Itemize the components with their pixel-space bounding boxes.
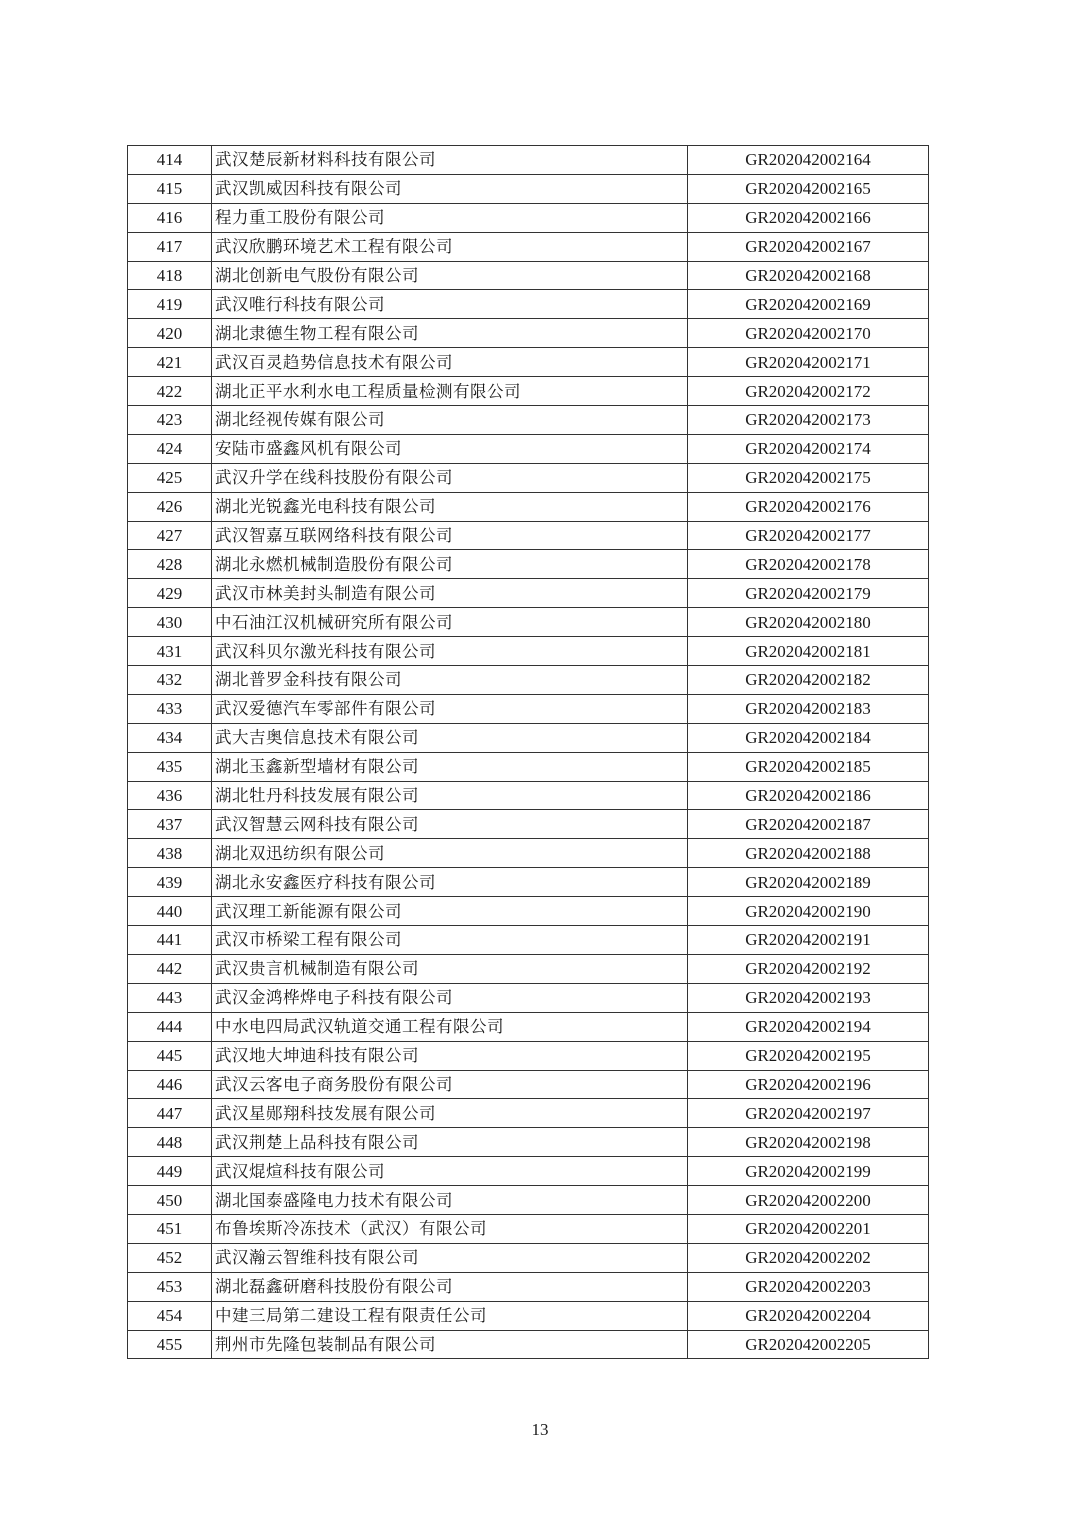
certificate-code-cell: GR202042002177 [688, 521, 929, 550]
certificate-code-cell: GR202042002204 [688, 1301, 929, 1330]
company-name-cell: 荆州市先隆包装制品有限公司 [212, 1330, 688, 1359]
company-name-cell: 安陆市盛鑫风机有限公司 [212, 434, 688, 463]
certificate-code-cell: GR202042002174 [688, 434, 929, 463]
table-row [128, 1099, 929, 1128]
row-number-cell: 451 [128, 1214, 212, 1243]
table-row [128, 1041, 929, 1070]
certificate-code-cell: GR202042002178 [688, 550, 929, 579]
row-number-cell: 452 [128, 1243, 212, 1272]
row-number-cell: 447 [128, 1099, 212, 1128]
table-row [128, 1301, 929, 1330]
company-name-cell: 武汉荆楚上品科技有限公司 [212, 1128, 688, 1157]
row-number-cell: 429 [128, 579, 212, 608]
company-name-cell: 武汉理工新能源有限公司 [212, 897, 688, 926]
table-row [128, 579, 929, 608]
company-name-cell: 湖北光锐鑫光电科技有限公司 [212, 492, 688, 521]
company-name-cell: 武汉智嘉互联网络科技有限公司 [212, 521, 688, 550]
company-name-cell: 湖北创新电气股份有限公司 [212, 261, 688, 290]
company-name-cell: 武汉瀚云智维科技有限公司 [212, 1243, 688, 1272]
table-row [128, 954, 929, 983]
row-number-cell: 430 [128, 608, 212, 637]
certificate-code-cell: GR202042002175 [688, 463, 929, 492]
certificate-code-cell: GR202042002183 [688, 694, 929, 723]
company-name-cell: 武大吉奥信息技术有限公司 [212, 723, 688, 752]
certificate-code-cell: GR202042002198 [688, 1128, 929, 1157]
row-number-cell: 443 [128, 983, 212, 1012]
row-number-cell: 426 [128, 492, 212, 521]
company-name-cell: 武汉云客电子商务股份有限公司 [212, 1070, 688, 1099]
table-row [128, 839, 929, 868]
company-name-cell: 程力重工股份有限公司 [212, 203, 688, 232]
row-number-cell: 415 [128, 174, 212, 203]
row-number-cell: 435 [128, 752, 212, 781]
certificate-code-cell: GR202042002169 [688, 290, 929, 319]
company-name-cell: 布鲁埃斯冷冻技术（武汉）有限公司 [212, 1214, 688, 1243]
company-name-cell: 武汉智慧云网科技有限公司 [212, 810, 688, 839]
certificate-code-cell: GR202042002179 [688, 579, 929, 608]
company-name-cell: 中水电四局武汉轨道交通工程有限公司 [212, 1012, 688, 1041]
certificate-code-cell: GR202042002196 [688, 1070, 929, 1099]
row-number-cell: 453 [128, 1272, 212, 1301]
table-row [128, 897, 929, 926]
row-number-cell: 434 [128, 723, 212, 752]
certificate-code-cell: GR202042002165 [688, 174, 929, 203]
certificate-code-cell: GR202042002185 [688, 752, 929, 781]
table-row [128, 926, 929, 955]
certificate-code-cell: GR202042002202 [688, 1243, 929, 1272]
table-row [128, 492, 929, 521]
certificate-code-cell: GR202042002194 [688, 1012, 929, 1041]
certificate-code-cell: GR202042002192 [688, 954, 929, 983]
company-name-cell: 武汉凯威因科技有限公司 [212, 174, 688, 203]
table-row [128, 261, 929, 290]
row-number-cell: 439 [128, 868, 212, 897]
certificate-code-cell: GR202042002187 [688, 810, 929, 839]
certificate-code-cell: GR202042002173 [688, 406, 929, 435]
row-number-cell: 454 [128, 1301, 212, 1330]
row-number-cell: 424 [128, 434, 212, 463]
company-name-cell: 武汉欣鹏环境艺术工程有限公司 [212, 232, 688, 261]
row-number-cell: 423 [128, 406, 212, 435]
table-row [128, 174, 929, 203]
company-name-cell: 武汉爱德汽车零部件有限公司 [212, 694, 688, 723]
certificate-code-cell: GR202042002172 [688, 377, 929, 406]
row-number-cell: 437 [128, 810, 212, 839]
company-name-cell: 武汉唯行科技有限公司 [212, 290, 688, 319]
row-number-cell: 448 [128, 1128, 212, 1157]
company-name-cell: 武汉焜煊科技有限公司 [212, 1157, 688, 1186]
table-row [128, 1330, 929, 1359]
table-row [128, 694, 929, 723]
row-number-cell: 442 [128, 954, 212, 983]
table-row [128, 232, 929, 261]
table-row [128, 406, 929, 435]
row-number-cell: 416 [128, 203, 212, 232]
table-row [128, 1214, 929, 1243]
certificate-code-cell: GR202042002186 [688, 781, 929, 810]
table-row [128, 1157, 929, 1186]
table-row [128, 781, 929, 810]
table-row [128, 608, 929, 637]
company-name-cell: 湖北正平水利水电工程质量检测有限公司 [212, 377, 688, 406]
company-list-table [127, 145, 929, 1359]
table-row [128, 666, 929, 695]
row-number-cell: 446 [128, 1070, 212, 1099]
row-number-cell: 431 [128, 637, 212, 666]
company-name-cell: 中石油江汉机械研究所有限公司 [212, 608, 688, 637]
certificate-code-cell: GR202042002197 [688, 1099, 929, 1128]
company-name-cell: 武汉市桥梁工程有限公司 [212, 926, 688, 955]
row-number-cell: 433 [128, 694, 212, 723]
company-name-cell: 中建三局第二建设工程有限责任公司 [212, 1301, 688, 1330]
certificate-code-cell: GR202042002167 [688, 232, 929, 261]
certificate-code-cell: GR202042002181 [688, 637, 929, 666]
row-number-cell: 421 [128, 348, 212, 377]
certificate-code-cell: GR202042002193 [688, 983, 929, 1012]
certificate-code-cell: GR202042002171 [688, 348, 929, 377]
company-name-cell: 武汉市林美封头制造有限公司 [212, 579, 688, 608]
table-row [128, 810, 929, 839]
row-number-cell: 440 [128, 897, 212, 926]
company-name-cell: 武汉百灵趋势信息技术有限公司 [212, 348, 688, 377]
table-row [128, 203, 929, 232]
table-row [128, 521, 929, 550]
certificate-code-cell: GR202042002195 [688, 1041, 929, 1070]
certificate-code-cell: GR202042002188 [688, 839, 929, 868]
company-name-cell: 湖北永燃机械制造股份有限公司 [212, 550, 688, 579]
company-name-cell: 武汉地大坤迪科技有限公司 [212, 1041, 688, 1070]
certificate-code-cell: GR202042002205 [688, 1330, 929, 1359]
table-row [128, 1012, 929, 1041]
row-number-cell: 438 [128, 839, 212, 868]
row-number-cell: 418 [128, 261, 212, 290]
table-row [128, 723, 929, 752]
certificate-code-cell: GR202042002176 [688, 492, 929, 521]
certificate-code-cell: GR202042002184 [688, 723, 929, 752]
certificate-code-cell: GR202042002203 [688, 1272, 929, 1301]
certificate-code-cell: GR202042002170 [688, 319, 929, 348]
row-number-cell: 414 [128, 146, 212, 175]
company-name-cell: 武汉楚辰新材料科技有限公司 [212, 146, 688, 175]
row-number-cell: 417 [128, 232, 212, 261]
company-name-cell: 湖北普罗金科技有限公司 [212, 666, 688, 695]
certificate-code-cell: GR202042002191 [688, 926, 929, 955]
company-name-cell: 湖北隶德生物工程有限公司 [212, 319, 688, 348]
row-number-cell: 432 [128, 666, 212, 695]
row-number-cell: 422 [128, 377, 212, 406]
certificate-code-cell: GR202042002182 [688, 666, 929, 695]
table-row [128, 348, 929, 377]
table-row [128, 983, 929, 1012]
row-number-cell: 420 [128, 319, 212, 348]
table-row [128, 1243, 929, 1272]
company-name-cell: 湖北双迅纺织有限公司 [212, 839, 688, 868]
table-row [128, 463, 929, 492]
row-number-cell: 455 [128, 1330, 212, 1359]
certificate-code-cell: GR202042002180 [688, 608, 929, 637]
table-row [128, 146, 929, 175]
table-row [128, 377, 929, 406]
company-name-cell: 武汉科贝尔激光科技有限公司 [212, 637, 688, 666]
certificate-code-cell: GR202042002199 [688, 1157, 929, 1186]
company-name-cell: 湖北国泰盛隆电力技术有限公司 [212, 1186, 688, 1215]
row-number-cell: 428 [128, 550, 212, 579]
table-row [128, 319, 929, 348]
row-number-cell: 445 [128, 1041, 212, 1070]
table-row [128, 434, 929, 463]
table-row [128, 550, 929, 579]
row-number-cell: 450 [128, 1186, 212, 1215]
certificate-code-cell: GR202042002164 [688, 146, 929, 175]
company-name-cell: 湖北经视传媒有限公司 [212, 406, 688, 435]
company-name-cell: 湖北牡丹科技发展有限公司 [212, 781, 688, 810]
row-number-cell: 419 [128, 290, 212, 319]
company-name-cell: 武汉金鸿桦烨电子科技有限公司 [212, 983, 688, 1012]
table-row [128, 637, 929, 666]
row-number-cell: 441 [128, 926, 212, 955]
table-row [128, 1186, 929, 1215]
table-row [128, 752, 929, 781]
page-number: 13 [531, 1420, 549, 1439]
row-number-cell: 436 [128, 781, 212, 810]
company-name-cell: 湖北磊鑫研磨科技股份有限公司 [212, 1272, 688, 1301]
table-row [128, 868, 929, 897]
company-name-cell: 湖北玉鑫新型墙材有限公司 [212, 752, 688, 781]
company-name-cell: 武汉贵言机械制造有限公司 [212, 954, 688, 983]
row-number-cell: 449 [128, 1157, 212, 1186]
table-row [128, 1070, 929, 1099]
table-row [128, 1128, 929, 1157]
table-body [128, 146, 929, 1359]
certificate-code-cell: GR202042002166 [688, 203, 929, 232]
company-name-cell: 武汉星郧翔科技发展有限公司 [212, 1099, 688, 1128]
certificate-code-cell: GR202042002168 [688, 261, 929, 290]
row-number-cell: 444 [128, 1012, 212, 1041]
certificate-code-cell: GR202042002189 [688, 868, 929, 897]
table-row [128, 1272, 929, 1301]
certificate-code-cell: GR202042002201 [688, 1214, 929, 1243]
row-number-cell: 427 [128, 521, 212, 550]
certificate-code-cell: GR202042002200 [688, 1186, 929, 1215]
certificate-code-cell: GR202042002190 [688, 897, 929, 926]
row-number-cell: 425 [128, 463, 212, 492]
company-name-cell: 武汉升学在线科技股份有限公司 [212, 463, 688, 492]
table-row [128, 290, 929, 319]
company-name-cell: 湖北永安鑫医疗科技有限公司 [212, 868, 688, 897]
